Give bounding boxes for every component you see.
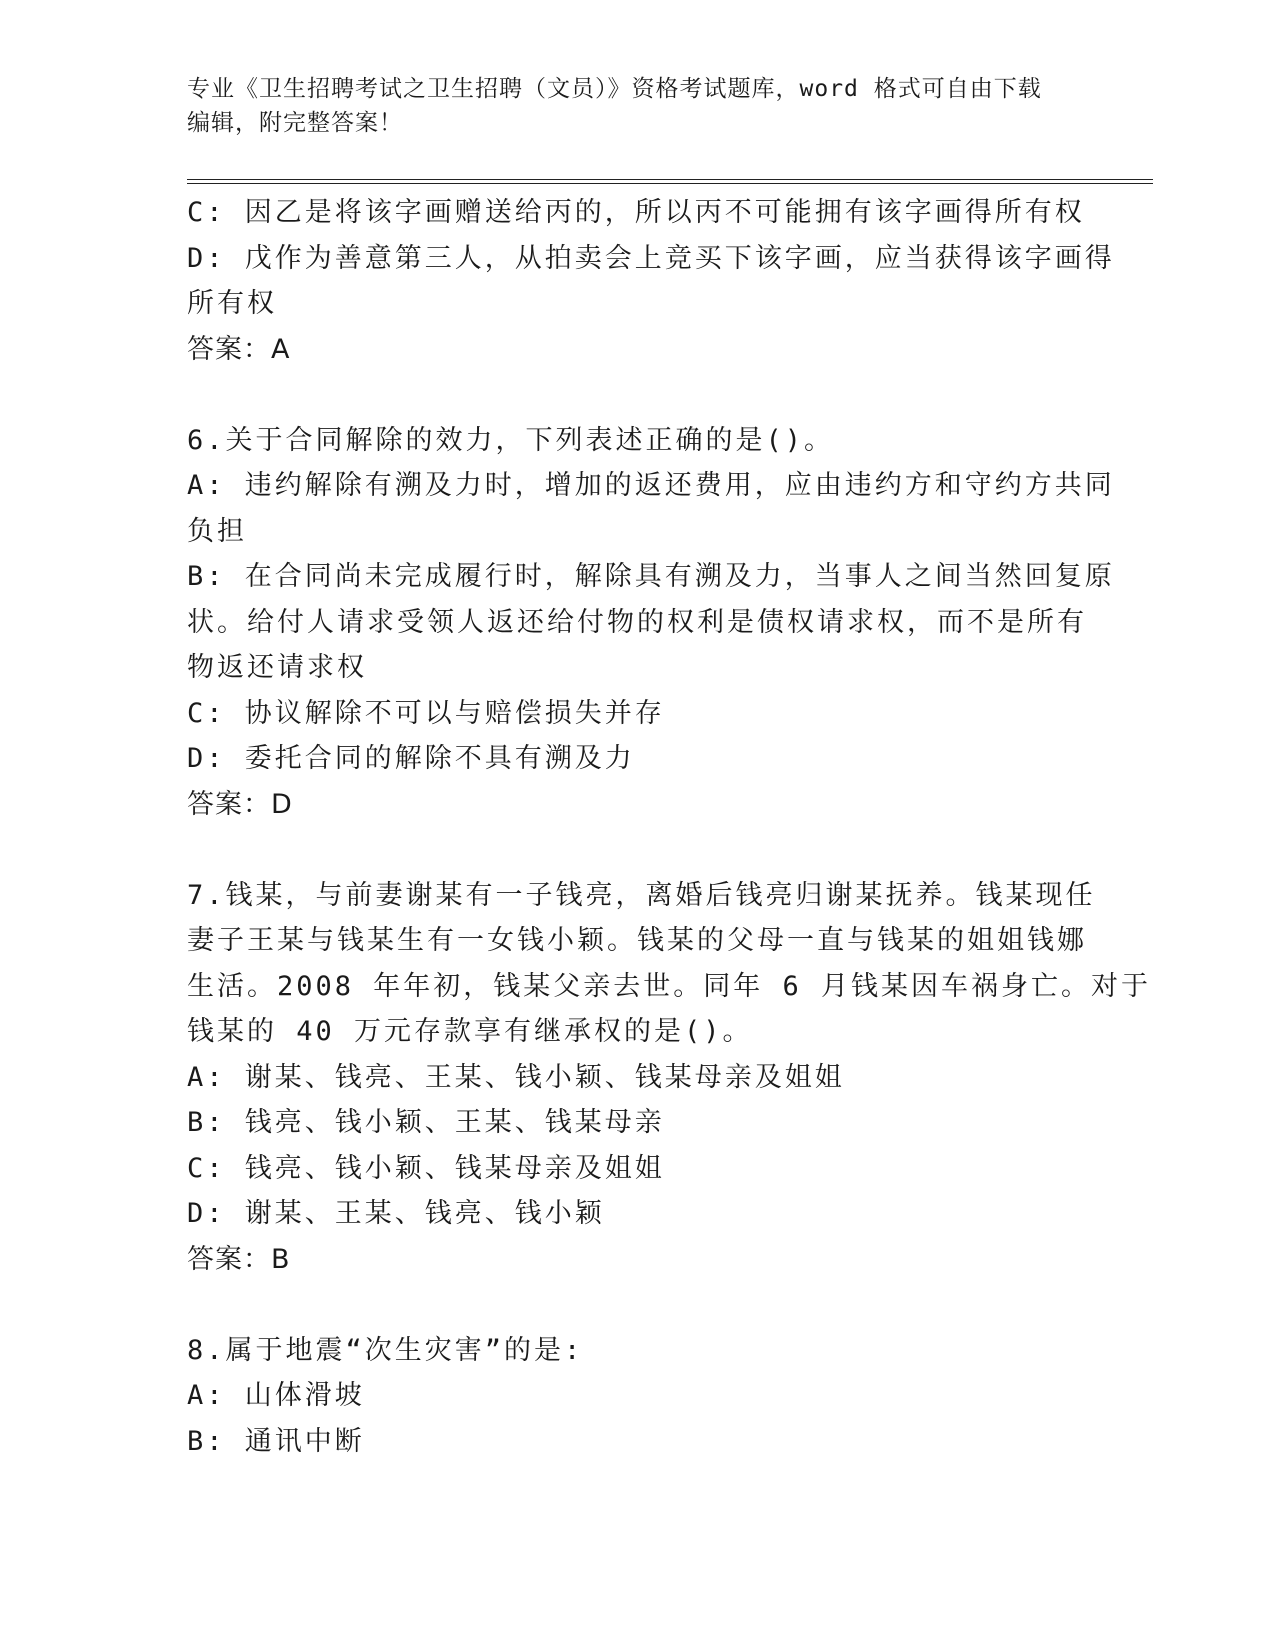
q6-answer: 答案：D (187, 788, 293, 820)
q8-option-b: B: 通讯中断 (187, 1425, 365, 1457)
q7-option-d: D: 谢某、王某、钱亮、钱小颖 (187, 1198, 605, 1229)
question-content (187, 190, 1152, 1464)
q5-option-c: C: 因乙是将该字画赠送给丙的，所以丙不可能拥有该字画得所有权 (187, 197, 1085, 228)
document-header (187, 72, 1067, 140)
q5-option-d-line-2: 所有权 (187, 288, 277, 319)
spacer (187, 372, 1087, 418)
spacer (187, 1282, 1087, 1328)
q6-option-b-line-2: 状。给付人请求受领人返还给付物的权利是债权请求权，而不是所有 (187, 606, 1087, 638)
q6-question: 6.关于合同解除的效力，下列表述正确的是()。 (187, 424, 835, 456)
question-6-block (187, 418, 1115, 828)
q7-option-c: C: 钱亮、钱小颖、钱某母亲及姐姐 (187, 1152, 665, 1184)
q6-option-a-line-1: A: 违约解除有溯及力时，增加的返还费用，应由违约方和守约方共同 (187, 470, 1115, 501)
q7-option-b: B: 钱亮、钱小颖、王某、钱某母亲 (187, 1107, 665, 1138)
q7-question-line-3: 生活。2008 年年初，钱某父亲去世。同年 6 月钱某因车祸身亡。对于 (187, 970, 1152, 1002)
header-title-line-2: 编辑，附完整答案！ (187, 110, 403, 136)
q7-question-line-1: 7.钱某，与前妻谢某有一子钱亮，离婚后钱亮归谢某抚养。钱某现任 (187, 879, 1096, 911)
q7-question-line-2: 妻子王某与钱某生有一女钱小颖。钱某的父母一直与钱某的姐姐钱娜 (187, 925, 1087, 956)
header-title-line-1: 专业《卫生招聘考试之卫生招聘（文员）》资格考试题库，word 格式可自由下载 (187, 76, 1042, 102)
q7-question-line-4: 钱某的 40 万元存款享有继承权的是()。 (187, 1016, 753, 1047)
header-divider-top (187, 179, 1153, 180)
q6-option-c: C: 协议解除不可以与赔偿损失并存 (187, 697, 665, 729)
question-7-block (187, 873, 1152, 1283)
q6-option-a-line-2: 负担 (187, 515, 247, 547)
q7-option-a: A: 谢某、钱亮、王某、钱小颖、钱某母亲及姐姐 (187, 1061, 845, 1093)
question-5-block (187, 190, 1115, 372)
spacer (187, 827, 1087, 873)
q6-option-d: D: 委托合同的解除不具有溯及力 (187, 743, 635, 774)
q6-option-b-line-3: 物返还请求权 (187, 652, 367, 683)
header-divider-bottom (187, 183, 1153, 184)
q6-option-b-line-1: B: 在合同尚未完成履行时，解除具有溯及力，当事人之间当然回复原 (187, 561, 1115, 592)
q5-option-d-line-1: D: 戊作为善意第三人，从拍卖会上竞买下该字画，应当获得该字画得 (187, 242, 1115, 274)
q8-question: 8.属于地震“次生灾害”的是: (187, 1334, 584, 1366)
q7-answer: 答案：B (187, 1243, 291, 1275)
question-8-block (187, 1328, 1087, 1465)
q8-option-a: A: 山体滑坡 (187, 1380, 365, 1411)
q5-answer: 答案：A (187, 333, 291, 365)
